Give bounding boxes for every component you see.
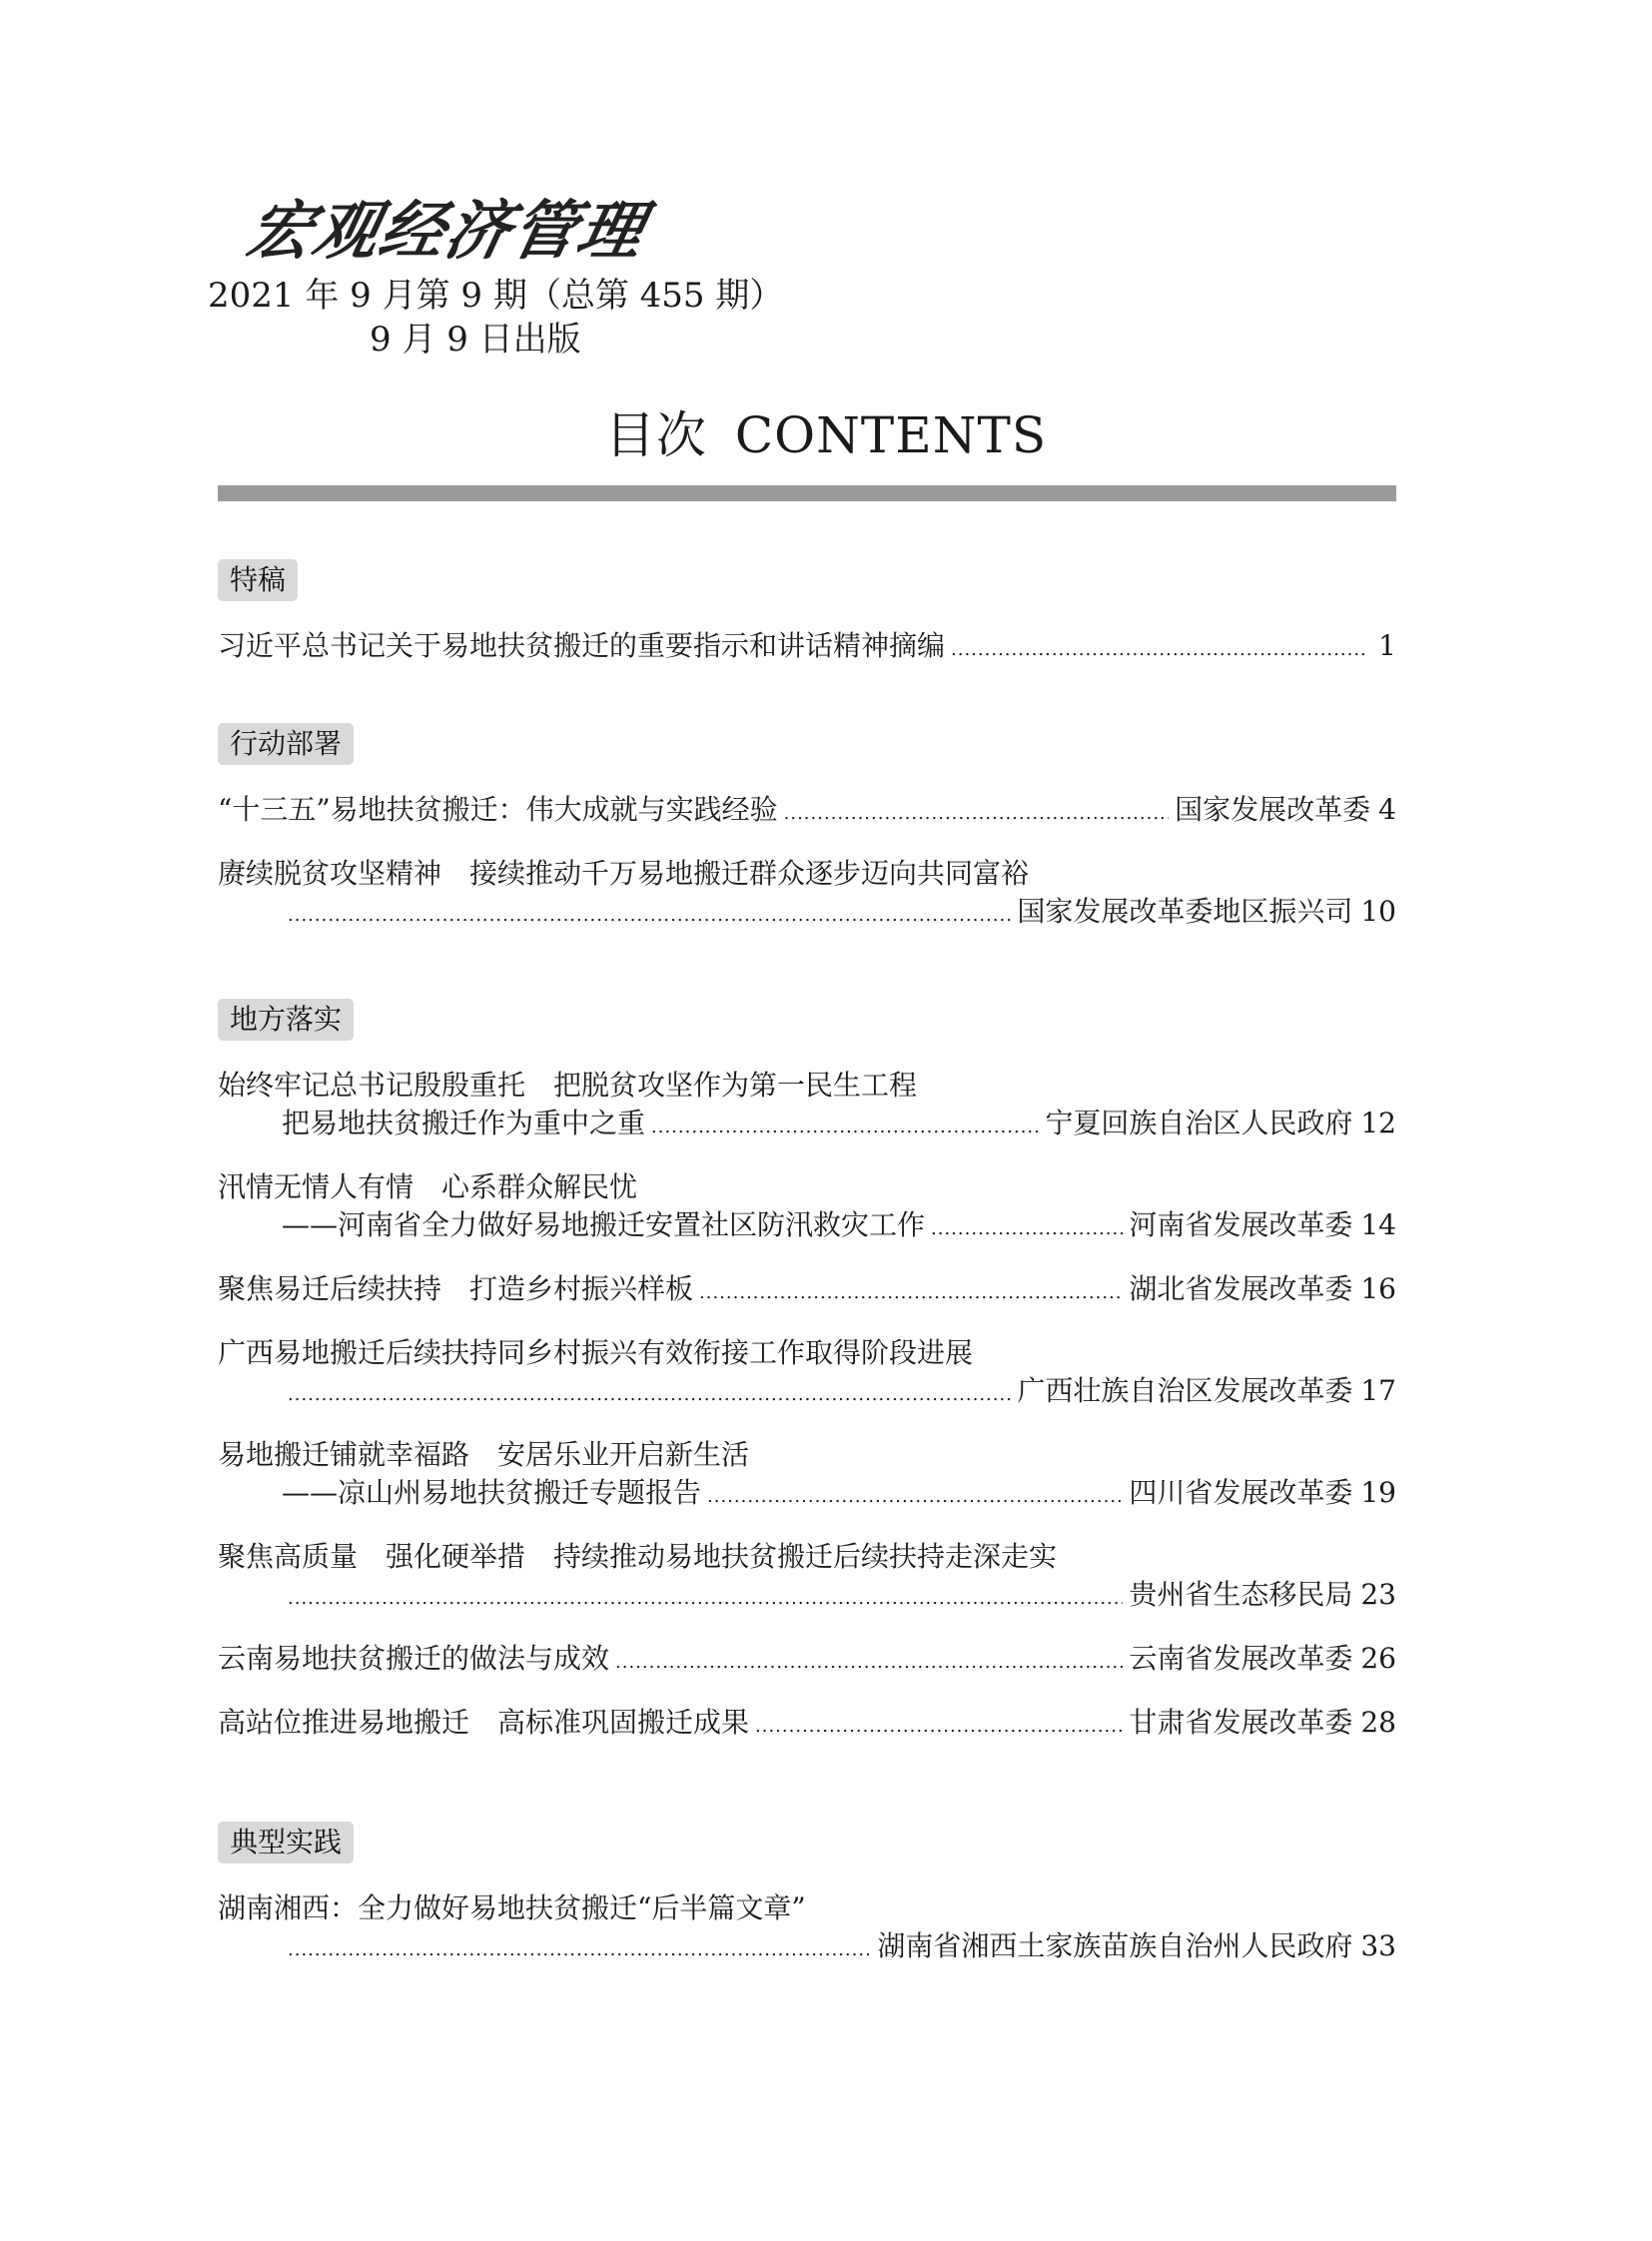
entry-source: 甘肃省发展改革委	[1129, 1706, 1353, 1739]
entry-source: 国家发展改革委	[1175, 793, 1371, 826]
dot-leader	[288, 1580, 1123, 1618]
entry-leader-row	[218, 1206, 1396, 1248]
entry-source: 四川省发展改革委	[1129, 1476, 1353, 1509]
toc-entry[interactable]	[218, 1538, 1396, 1618]
toc-entry[interactable]	[218, 1640, 1396, 1682]
entry-leader-row	[218, 1576, 1396, 1618]
toc-entry[interactable]	[218, 855, 1396, 935]
journal-masthead	[240, 180, 669, 270]
entry-page-number: 14	[1360, 1208, 1396, 1241]
publish-date: 9 月 9 日出版	[370, 320, 581, 360]
entry-page-number: 19	[1360, 1476, 1396, 1509]
dot-leader	[288, 1376, 1011, 1414]
entry-page-number: 12	[1360, 1107, 1396, 1139]
entry-source: 湖南省湘西土家族苗族自治州人民政府	[877, 1929, 1353, 1962]
entry-leader-row	[218, 1927, 1396, 1969]
entry-title: 聚焦易迁后续扶持 打造乡村振兴样板	[218, 1272, 694, 1305]
entry-title: 赓续脱贫攻坚精神 接续推动千万易地搬迁群众逐步迈向共同富裕	[218, 857, 1030, 890]
section-label: 行动部署	[218, 723, 354, 765]
entry-source: 云南省发展改革委	[1129, 1642, 1353, 1675]
dot-leader	[784, 795, 1170, 833]
entry-title: 汛情无情人有情 心系群众解民忧	[218, 1170, 638, 1203]
entry-leader-row	[218, 1270, 1396, 1312]
entry-page-number: 16	[1360, 1272, 1396, 1305]
entry-title: 始终牢记总书记殷殷重托 把脱贫攻坚作为第一民生工程	[218, 1069, 918, 1102]
dot-leader	[707, 1478, 1123, 1516]
entry-source: 河南省发展改革委	[1129, 1208, 1353, 1241]
toc-entry[interactable]	[218, 1704, 1396, 1746]
entry-page-number: 26	[1360, 1642, 1396, 1675]
dot-leader	[931, 1210, 1123, 1248]
dot-leader	[755, 1708, 1123, 1746]
entry-title: 湖南湘西：全力做好易地扶贫搬迁“后半篇文章”	[218, 1891, 806, 1924]
entry-source: 广西壮族自治区发展改革委	[1017, 1374, 1353, 1407]
toc-section	[218, 1822, 1396, 1969]
entry-title: 云南易地扶贫搬迁的做法与成效	[218, 1642, 610, 1675]
section-label: 特稿	[218, 559, 298, 601]
dot-leader	[615, 1644, 1123, 1682]
toc-entry[interactable]	[218, 1889, 1396, 1969]
entry-leader-row	[218, 627, 1396, 669]
toc-section	[218, 999, 1396, 1746]
entry-leader-row	[218, 1105, 1396, 1146]
dot-leader	[699, 1274, 1123, 1312]
entry-page-number: 33	[1360, 1929, 1396, 1962]
issue-info	[208, 274, 783, 362]
entry-source: 国家发展改革委地区振兴司	[1017, 895, 1353, 928]
entry-page-number: 28	[1360, 1706, 1396, 1739]
contents-title-cn: 目次	[604, 406, 707, 464]
entry-leader-row	[218, 893, 1396, 935]
entry-page-number: 1	[1378, 629, 1396, 662]
toc-entry[interactable]	[218, 791, 1396, 833]
entry-subtitle: ——河南省全力做好易地搬迁安置社区防汛救灾工作	[282, 1208, 926, 1241]
entry-title: “十三五”易地扶贫搬迁：伟大成就与实践经验	[218, 793, 778, 826]
entry-source: 贵州省生态移民局	[1129, 1578, 1353, 1611]
entry-title: 习近平总书记关于易地扶贫搬迁的重要指示和讲话精神摘编	[218, 629, 946, 662]
section-label: 地方落实	[218, 999, 354, 1041]
entry-subtitle: ——凉山州易地扶贫搬迁专题报告	[282, 1476, 702, 1509]
entry-leader-row	[218, 791, 1396, 833]
issue-number: 2021 年 9 月第 9 期（总第 455 期）	[208, 276, 784, 316]
entry-leader-row	[218, 1704, 1396, 1746]
entry-page-number: 10	[1360, 895, 1396, 928]
entry-subtitle: 把易地扶贫搬迁作为重中之重	[282, 1107, 646, 1139]
contents-heading	[0, 395, 1652, 467]
entry-title: 高站位推进易地搬迁 高标准巩固搬迁成果	[218, 1706, 750, 1739]
header-divider	[218, 485, 1396, 501]
entry-page-number: 23	[1360, 1578, 1396, 1611]
dot-leader	[951, 631, 1364, 669]
entry-leader-row	[218, 1474, 1396, 1516]
entry-source: 湖北省发展改革委	[1129, 1272, 1353, 1305]
dot-leader	[651, 1109, 1039, 1146]
toc-section	[218, 559, 1396, 669]
dot-leader	[288, 1931, 871, 1969]
entry-title: 聚焦高质量 强化硬举措 持续推动易地扶贫搬迁后续扶持走深走实	[218, 1540, 1058, 1573]
toc-entry[interactable]	[218, 1067, 1396, 1146]
entry-leader-row	[218, 1372, 1396, 1414]
entry-leader-row	[218, 1640, 1396, 1682]
toc-entry[interactable]	[218, 1334, 1396, 1414]
entry-title: 易地搬迁铺就幸福路 安居乐业开启新生活	[218, 1438, 750, 1471]
entry-page-number: 4	[1378, 793, 1396, 826]
toc-section	[218, 723, 1396, 935]
entry-title: 广西易地搬迁后续扶持同乡村振兴有效衔接工作取得阶段进展	[218, 1336, 974, 1369]
entry-page-number: 17	[1360, 1374, 1396, 1407]
contents-title-en: CONTENTS	[734, 406, 1048, 464]
entry-source: 宁夏回族自治区人民政府	[1045, 1107, 1353, 1139]
masthead-logo: 宏观经济管理	[240, 194, 652, 269]
section-label: 典型实践	[218, 1822, 354, 1864]
toc-entry[interactable]	[218, 1168, 1396, 1248]
dot-leader	[288, 897, 1011, 935]
toc-entry[interactable]	[218, 627, 1396, 669]
toc-entry[interactable]	[218, 1270, 1396, 1312]
toc-entry[interactable]	[218, 1436, 1396, 1516]
